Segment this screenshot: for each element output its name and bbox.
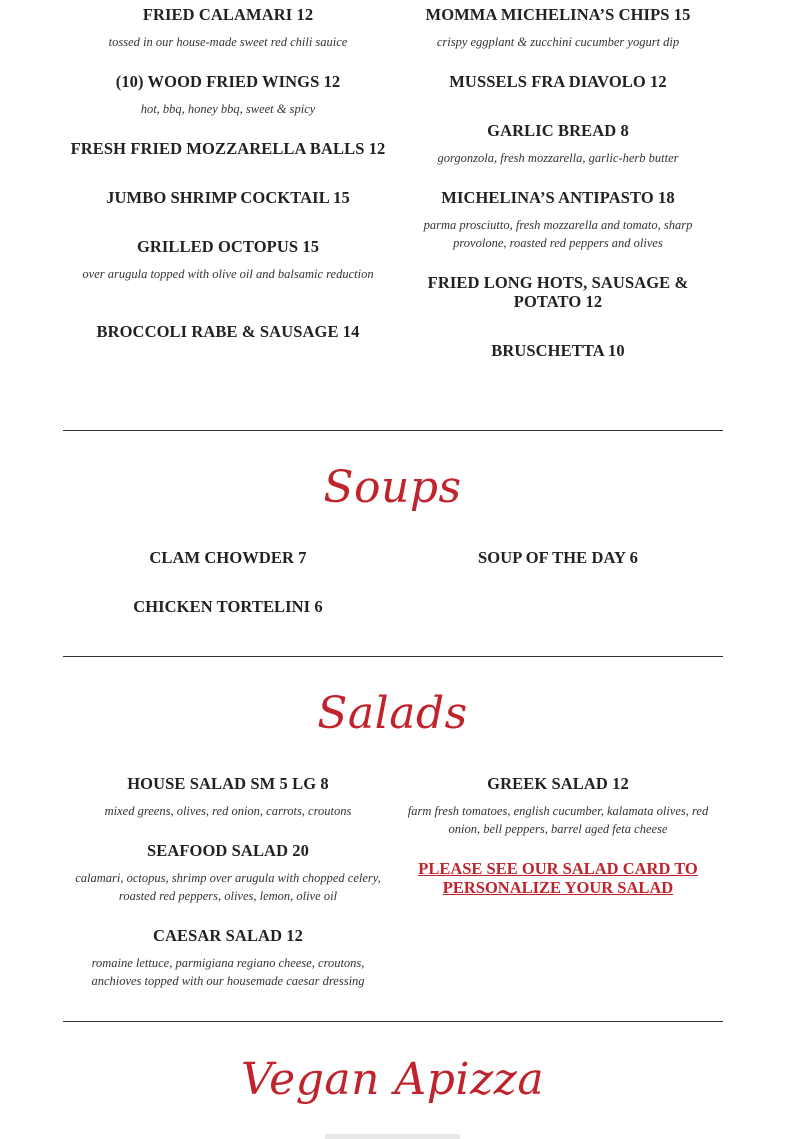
menu-item-soup-of-the-day bbox=[393, 548, 723, 567]
menu-item-wood-fried-wings bbox=[63, 72, 393, 118]
item-name: GARLIC BREAD 8 bbox=[487, 121, 629, 140]
salad-card-link[interactable]: PLEASE SEE OUR SALAD CARD TO PERSONALIZE YOUR SALAD bbox=[418, 859, 698, 897]
menu-item-antipasto bbox=[393, 188, 723, 252]
menu-item-seafood-salad bbox=[63, 841, 393, 905]
item-description: hot, bbq, honey bbq, sweet & spicy bbox=[140, 102, 316, 116]
menu-item-broccoli-rabe bbox=[63, 322, 393, 341]
menu-item-bruschetta bbox=[393, 341, 723, 360]
item-name: SEAFOOD SALAD 20 bbox=[146, 841, 310, 860]
item-name: (10) WOOD FRIED WINGS 12 bbox=[115, 72, 341, 91]
section-divider bbox=[63, 1021, 723, 1022]
item-description: romaine lettuce, parmigiana regiano cheese, croutons, anchioves topped with our housemade caesar dressing bbox=[91, 956, 365, 988]
item-name: SOUP OF THE DAY 6 bbox=[477, 548, 638, 567]
item-name: FRESH FRIED MOZZARELLA BALLS 12 bbox=[70, 139, 386, 158]
vegan-apizza-heading: Vegan Apizza bbox=[240, 1054, 545, 1105]
menu-item-chicken-tortelini bbox=[63, 597, 393, 616]
item-name: CAESAR SALAD 12 bbox=[152, 926, 304, 945]
item-name: GRILLED OCTOPUS 15 bbox=[136, 237, 320, 256]
menu-item-mussels bbox=[393, 72, 723, 91]
item-name: BROCCOLI RABE & SAUSAGE 14 bbox=[96, 322, 360, 341]
salad-card-link-wrapper bbox=[393, 859, 723, 898]
menu-item-grilled-octopus bbox=[63, 237, 393, 283]
menu-item-garlic-bread bbox=[393, 121, 723, 167]
item-description: tossed in our house-made sweet red chili sauice bbox=[108, 35, 348, 49]
salads-heading: Salads bbox=[317, 688, 468, 739]
menu-item-clam-chowder bbox=[63, 548, 393, 567]
menu-item-caesar-salad bbox=[63, 926, 393, 990]
item-name: CLAM CHOWDER 7 bbox=[149, 548, 307, 567]
menu-item-michelinas-chips bbox=[393, 5, 723, 51]
item-description: farm fresh tomatoes, english cucumber, kalamata olives, red onion, bell peppers, barrel aged feta cheese bbox=[407, 804, 709, 836]
item-name: HOUSE SALAD SM 5 LG 8 bbox=[127, 774, 329, 793]
item-description: over arugula topped with olive oil and balsamic reduction bbox=[82, 267, 374, 281]
menu-item-house-salad bbox=[63, 774, 393, 820]
section-divider bbox=[63, 430, 723, 431]
section-divider bbox=[63, 656, 723, 657]
item-name: JUMBO SHRIMP COCKTAIL 15 bbox=[106, 188, 350, 207]
next-item-partial bbox=[325, 1134, 460, 1139]
item-name: GREEK SALAD 12 bbox=[487, 774, 629, 793]
item-name: FRIED LONG HOTS, SAUSAGE & POTATO 12 bbox=[427, 273, 689, 311]
item-description: parma prosciutto, fresh mozzarella and tomato, sharp provolone, roasted red peppers and olives bbox=[423, 218, 693, 250]
item-description: mixed greens, olives, red onion, carrots, croutons bbox=[104, 804, 352, 818]
item-description: crispy eggplant & zucchini cucumber yogurt dip bbox=[436, 35, 680, 49]
item-name: CHICKEN TORTELINI 6 bbox=[133, 597, 323, 616]
item-name: MUSSELS FRA DIAVOLO 12 bbox=[449, 72, 667, 91]
menu-item-shrimp-cocktail bbox=[63, 188, 393, 207]
menu-item-fried-calamari bbox=[63, 5, 393, 51]
item-description: calamari, octopus, shrimp over arugula with chopped celery, roasted red peppers, olives, lemon, olive oil bbox=[75, 871, 381, 903]
menu-item-greek-salad bbox=[393, 774, 723, 838]
soups-heading: Soups bbox=[323, 462, 462, 513]
item-name: MICHELINA’S ANTIPASTO 18 bbox=[441, 188, 675, 207]
item-name: MOMMA MICHELINA’S CHIPS 15 bbox=[425, 5, 691, 24]
menu-item-mozzarella-balls bbox=[63, 139, 393, 158]
menu-item-long-hots bbox=[393, 273, 723, 311]
item-description: gorgonzola, fresh mozzarella, garlic-herb butter bbox=[437, 151, 679, 165]
item-name: BRUSCHETTA 10 bbox=[491, 341, 625, 360]
item-name: FRIED CALAMARI 12 bbox=[142, 5, 314, 24]
